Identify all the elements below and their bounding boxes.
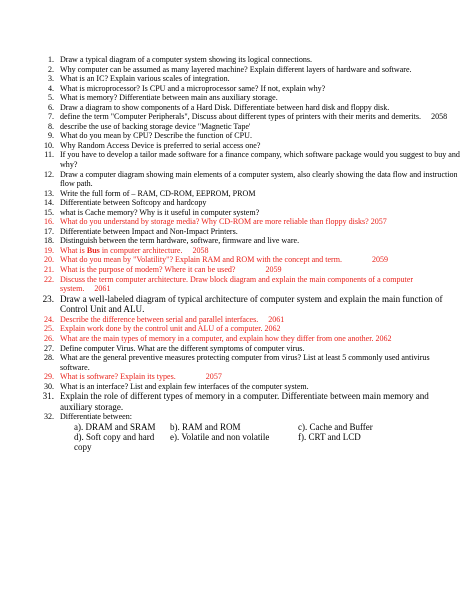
list-item: 30. What is an interface? List and explain few interfaces of the computer system.: [43, 381, 309, 391]
option-item: f). CRT and LCD: [298, 432, 361, 443]
list-item: 13. Write the full form of – RAM, CD-ROM, EEPROM, PROM: [43, 188, 256, 198]
list-item: 23. Draw a well-labeled diagram of typical architecture of computer system and explain the main function of Control Unit and ALU.: [42, 293, 443, 315]
list-item: 24. Describe the difference between serial and parallel interfaces. 2061: [43, 314, 285, 324]
list-item: 29. What is software? Explain its types. 2057: [43, 372, 222, 382]
list-item: 32. Differentiate between: a). DRAM and SRAM b). RAM and ROM c). Cache and Buffer d). Soft copy and hard copy e). Volatile and non volatile f). CRT and LCD: [26, 412, 460, 452]
list-item: 25. Explain work done by the control unit and ALU of a computer. 2062: [43, 324, 281, 334]
list-item: 5. What is memory? Differentiate between main ans auxiliary storage.: [47, 93, 278, 103]
list-item: 3. What is an IC? Explain various scales of integration.: [47, 74, 230, 84]
list-item: 8. describe the use of backing storage device "Magnetic Tape': [47, 121, 251, 131]
option-item: e). Volatile and non volatile: [170, 432, 270, 443]
question-list: [26, 55, 460, 453]
difference-options-grid: [74, 422, 460, 453]
list-item: 27. Define computer Virus. What are the different symptoms of computer virus.: [43, 343, 305, 353]
list-item: 2. Why computer can be assumed as many layered machine? Explain different layers of hardware and software.: [47, 64, 412, 74]
option-item: a). DRAM and SRAM: [74, 421, 156, 432]
list-item: 19. What is Bus in computer architecture. 2058: [43, 245, 209, 255]
list-item: 28. What are the general preventive measures protecting computer from virus? List at least 5 commonly used antivirus software.: [43, 353, 430, 372]
list-item: 31. Explain the role of different types of memory in a computer. Differentiate between main memory and auxiliary storage.: [42, 391, 429, 412]
list-item: 18. Distinguish between the term hardware, software, firmware and live ware.: [43, 236, 300, 246]
list-item: 4. What is microprocessor? Is CPU and a microprocessor same? If not, explain why?: [47, 83, 326, 93]
list-item: 15. what is Cache memory? Why is it useful in computer system?: [43, 207, 260, 217]
list-item: 11. If you have to develop a tailor made software for a finance company, which software package would you suggest to buy and why?: [44, 150, 460, 170]
list-item: 21. What is the purpose of modem? Where it can be used? 2059: [43, 265, 282, 275]
option-item: d). Soft copy and hard copy: [74, 432, 155, 453]
list-item: 10. Why Random Access Device is preferred to serial access one?: [43, 140, 261, 150]
list-item: 9. What do you mean by CPU? Describe the function of CPU.: [47, 131, 252, 141]
option-item: c). Cache and Buffer: [298, 421, 373, 432]
list-item: 7. define the term "Computer Peripherals", Discuss about different types of printers with their merits and demerits. 2058: [47, 112, 448, 122]
list-item: 6. Draw a diagram to show components of a Hard Disk. Differentiate between hard disk and floppy disk.: [47, 102, 390, 112]
list-item: 1. Draw a typical diagram of a computer system showing its logical connections.: [47, 55, 313, 64]
list-item: 16. What do you understand by storage media? Why CD-ROM are more reliable than floppy disks? 2057: [43, 217, 387, 227]
list-item: 22. Discuss the term computer architecture. Draw block diagram and explain the main components of a computer system. 2061: [43, 274, 414, 294]
option-item: b). RAM and ROM: [170, 421, 241, 432]
list-item: 14. Differentiate between Softcopy and hardcopy: [43, 198, 207, 208]
list-item: 20. What do you mean by "Volatility"? Explain RAM and ROM with the concept and term. 2059: [43, 255, 389, 265]
list-item: 12. Draw a computer diagram showing main elements of a computer system, also clearly showing the data flow and instruction flow path.: [43, 169, 458, 189]
list-item: 26. What are the main types of memory in a computer, and explain how they differ from one another. 2062: [43, 333, 392, 343]
list-item: 17. Differentiate between Impact and Non-Impact Printers.: [43, 226, 238, 236]
